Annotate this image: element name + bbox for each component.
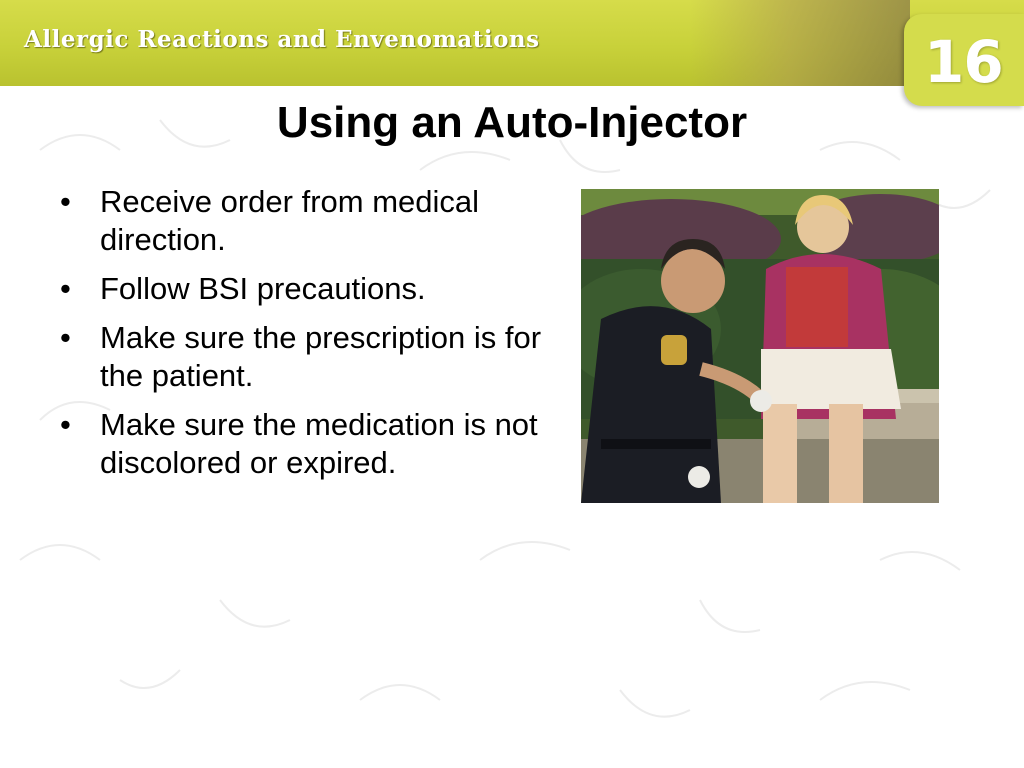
bullet-text: Make sure the medication is not discolored or expired.	[100, 407, 538, 480]
slide-title: Using an Auto-Injector	[276, 98, 748, 147]
bullet-item	[58, 319, 558, 395]
banner-photo	[690, 0, 910, 86]
bullet-item	[58, 270, 558, 308]
bullet-icon: •	[60, 184, 71, 219]
header-banner	[0, 0, 1024, 86]
bullet-text: Receive order from medical direction.	[100, 184, 480, 257]
bullet-item	[58, 406, 558, 482]
bullet-icon: •	[60, 407, 71, 442]
chapter-title: Allergic Reactions and Envenomations	[24, 26, 540, 53]
chapter-number-badge	[904, 14, 1024, 106]
bullet-item	[58, 183, 558, 259]
bullet-text: Follow BSI precautions.	[100, 271, 426, 306]
chapter-number: 16	[924, 28, 1003, 96]
bullet-text: Make sure the prescription is for the patient.	[100, 320, 542, 393]
bullet-list	[58, 183, 558, 493]
bullet-icon: •	[60, 271, 71, 306]
emt-administering-auto-injector-photo	[581, 189, 939, 503]
bullet-icon: •	[60, 320, 71, 355]
